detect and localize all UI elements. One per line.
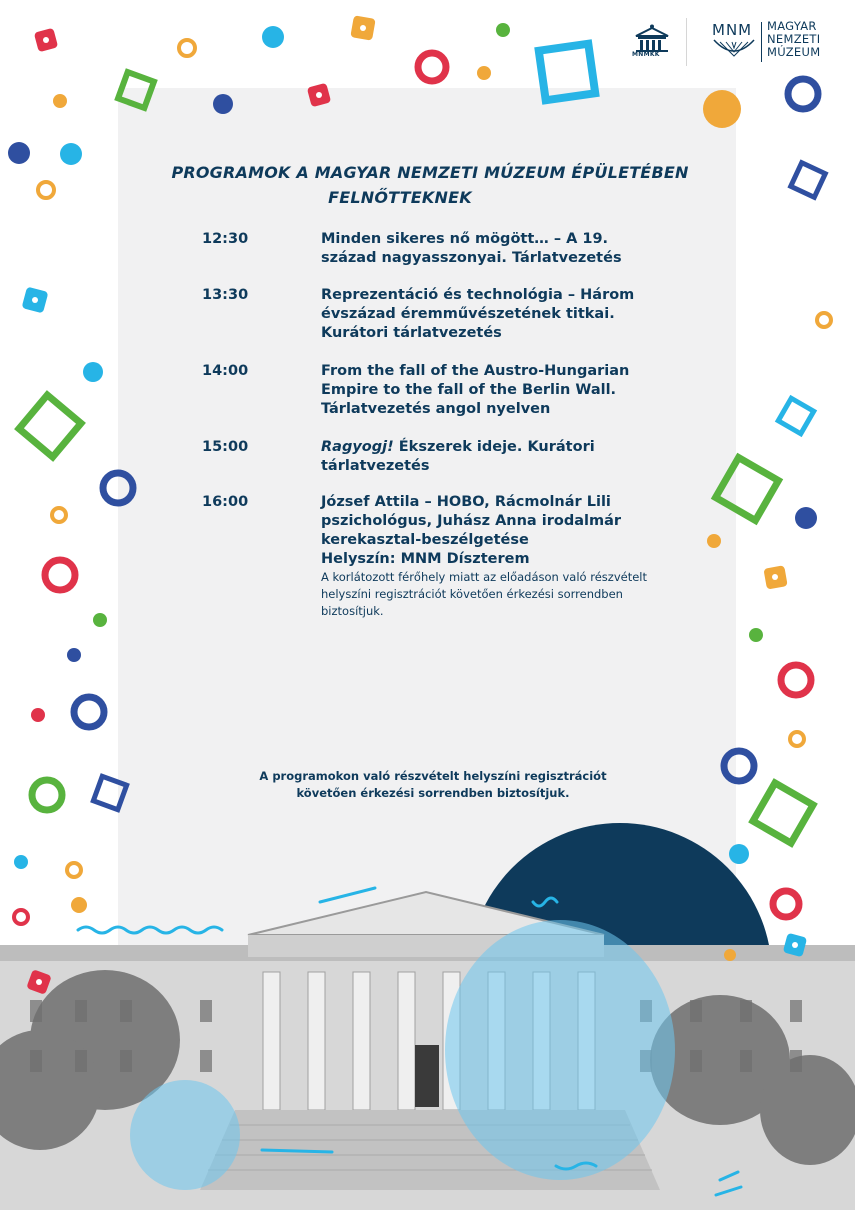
- program-time: 12:30: [202, 231, 249, 247]
- museum-name-line: MAGYAR: [767, 19, 817, 33]
- mnm-monogram: MNM: [712, 21, 753, 39]
- program-title-italic: Ragyogj!: [321, 439, 394, 455]
- registration-note: [150, 768, 716, 802]
- museum-name-line: NEMZETI: [767, 32, 821, 46]
- program-note: A korlátozott férőhely miatt az előadáson való részvételt helyszíni regisztrációt követően érkezési sorrendben biztosítjuk.: [321, 570, 647, 618]
- program-title-text: József Attila – HOBO, Rácmolnár Lili pszichológus, Juhász Anna irodalmár kerekasztal-beszélgetése: [321, 494, 622, 548]
- mnm-vertical-bar: [761, 22, 762, 62]
- program-title: Minden sikeres nő mögött… – A 19. század nagyasszonyai. Tárlatvezetés: [321, 231, 622, 266]
- program-time: 16:00: [202, 494, 249, 510]
- program-title: Reprezentáció és technológia – Három évszázad éremművészetének titkai. Kurátori tárlatvezetés: [321, 287, 635, 341]
- mnmkk-label: MNMKK: [632, 51, 660, 58]
- page-title: [150, 160, 710, 210]
- program-title: [321, 493, 651, 620]
- program-time: 14:00: [202, 363, 249, 379]
- registration-note-line: A programokon való részvételt helyszíni regisztrációt: [259, 769, 607, 783]
- program-time: 15:00: [202, 439, 249, 455]
- registration-note-line: követően érkezési sorrendben biztosítjuk.: [296, 786, 570, 800]
- museum-name: [767, 20, 820, 59]
- title-line-2: FELNŐTTEKNEK: [328, 188, 472, 207]
- program-title: [321, 438, 651, 476]
- program-title: From the fall of the Austro-Hungarian Empire to the fall of the Berlin Wall. Tárlatvezetés angol nyelven: [321, 363, 630, 417]
- program-location: Helyszín: MNM Díszterem: [321, 551, 530, 567]
- title-line-1: PROGRAMOK A MAGYAR NEMZETI MÚZEUM ÉPÜLETÉBEN: [171, 163, 689, 182]
- museum-name-line: MÚZEUM: [767, 45, 821, 59]
- program-time: 13:30: [202, 287, 249, 303]
- program-title-rest: Ékszerek ideje. Kurátori tárlatvezetés: [321, 439, 595, 474]
- header-logos: [620, 18, 840, 76]
- logo-divider: [686, 18, 687, 66]
- mnm-emblem-icon: [712, 38, 756, 60]
